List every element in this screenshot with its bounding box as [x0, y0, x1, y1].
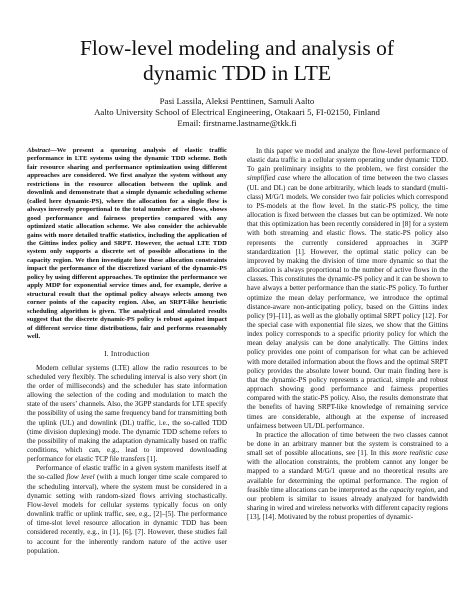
right-p1-emphasis: simplified case: [247, 174, 291, 183]
right-p2-emphasis-1: more realistic case: [392, 449, 448, 458]
abstract-lead: Abstract: [27, 147, 51, 154]
intro-p2-text-a: Performance of elastic traffic in a given system manifests itself at the so-called: [27, 464, 227, 482]
right-paragraph-2: [247, 431, 448, 523]
right-p2-text-b: with the allocation constraints, the problem cannot any longer be mapped to a standard M/G/1 queue and no theoretical results are available for determining the optimal performance. The region of feasible time allocations can be interpreted as the: [247, 458, 448, 494]
intro-p2-emphasis: flow level: [66, 473, 95, 482]
paper-title: [40, 36, 434, 86]
right-p1-text-b: where the allocation of time between the two classes (UL and DL) can be done arbitrarily, which leads to standard (multi-class) M/G/1 models. We consider two fair policies which correspond to PS-models at the flow level. In the static-PS policy, the time allocation is fixed between the classes but can be optimized. We note that this optimization has been recently considered in [8] for a system with both streaming and elastic flows. The static-PS policy also represents the currently considered approaches in 3GPP standardization [1]. However, the optimal static policy can be improved by making the division of time more dynamic so that the allocation is always proportional to the number of active flows in the classes. This constitutes the dynamic-PS policy and it can be shown to have always a better performance than the static-PS policy. To further optimize the mean delay performance, we introduce the optimal distance-aware non-anticipating policy, based on the Gittins index policy [9]–[11], as well as the globally optimal SRPT policy [12]. For the special case with exponential file sizes, we show that the Gittins index policy corresponds to a specific priority policy for which the mean delay analysis can be done analytically. The Gittins index policy provides one point of comparison for what can be achieved with more detailed information about the flows and the optimal SRPT policy provides the absolute lower bound. Our main finding here is that the dynamic-PS policy represents a practical, simple and robust approach showing good performance and fairness properties compared with the static-PS policy. Also, the results demonstrate that the benefits of having SRPT-like knowledge of remaining service times are considerable, although at the expense of increased unfairness between UL/DL performance.: [247, 174, 448, 430]
intro-p2-text-b: (with a much longer time scale compared to the scheduling interval), where the system must be considered in a dynamic setting with random-sized flows arriving stochastically. Flow-level models for cellular systems typically focus on only downlink traffic or uplink traffic, see, e.g., [2]–[5]. The performance of time-slot level resource allocation in dynamic TDD has been considered recently, e.g., in [1], [6], [7]. However, these studies fail to account for the inherently random nature of the active user population.: [27, 473, 227, 555]
right-p1-text-a: In this paper we model and analyze the flow-level performance of elastic data traffic in a cellular system operating under dynamic TDD. To gain preliminary insights to the problem, we first consider the: [247, 147, 448, 174]
right-p2-emphasis-2: capacity region: [389, 485, 435, 494]
right-paragraph-1: [247, 147, 448, 431]
right-p2-text-a: In practice the allocation of time between the two classes cannot be done in an arbitrary manner but the system is constrained to a small set of possible allocations, see [1]. In this: [247, 430, 448, 458]
title-line-2: dynamic TDD in LTE: [142, 61, 332, 85]
intro-paragraph-1: Modern cellular systems (LTE) allow the radio resources to be scheduled very flexibly. The scheduling interval is also very short (in the order of milliseconds) and the scheduler has state information allowing the selection of the coding and modulation to match the state of the users’ channels. Also, the 3GPP standards for LTE specify the possibility of using the same frequency band for transmitting both the uplink (UL) and downlink (DL) traffic, i.e., the so-called TDD (time division duplexing) mode. The dynamic TDD scheme refers to the possibility of making the adaptation dynamically based on traffic conditions, which can, e.g., lead to improved downloading performance for elastic TCP file transfers [1].: [27, 363, 227, 464]
section-heading-introduction: I. Introduction: [104, 349, 150, 359]
abstract: [27, 147, 227, 341]
author-affiliation: Aalto University School of Electrical Engineering, Otakaari 5, FI-02150, Finland: [94, 107, 380, 117]
intro-paragraph-2: [27, 464, 227, 556]
left-column: [27, 147, 227, 556]
abstract-text: —We present a queueing analysis of elastic traffic performance in LTE systems using the dynamic TDD scheme. Both fair resource sharing and performance optimization using different approaches are considered. We first analyze the system without any restrictions in the resource allocation between the uplink and downlink and demonstrate that a simple dynamic scheduling scheme (called here dynamic-PS), where the allocation for a single flow is always inversely proportional to the total number active flows, shows good performance and fairness properties compared with any optimized static allocation scheme. We also consider the achievable gains with more detailed traffic statistics, including the application of the Gittins index policy and SRPT. However, the actual LTE TDD system only supports a discrete set of possible allocations in the capacity region. We then investigate how these allocation constraints impact the performance of the discretized variant of the dynamic-PS policy by using different approaches. To optimize the performance we apply MDP for exponential service times and, for example, derive a structural result that the optimal policy always selects among two corner points of the capacity region. Also, an SRPT-like heuristic scheduling algorithm is given. The analytical and simulated results suggest that the discrete dynamic-PS policy is robust against impact of different service time distributions, fair and performs reasonably well.: [27, 147, 227, 340]
author-names: Pasi Lassila, Aleksi Penttinen, Samuli Aalto: [159, 96, 315, 106]
right-p2-text-c: , and our problem is similar to issues already analyzed for bandwidth sharing in wired and wireless networks with different capacity regions [13], [14]. Motivated by the robust properties of dynamic-: [247, 485, 448, 522]
author-block: [40, 96, 434, 129]
title-line-1: Flow-level modeling and analysis of: [79, 36, 395, 60]
author-email: Email: firstname.lastname@tkk.fi: [177, 118, 297, 128]
right-column: [247, 147, 448, 522]
